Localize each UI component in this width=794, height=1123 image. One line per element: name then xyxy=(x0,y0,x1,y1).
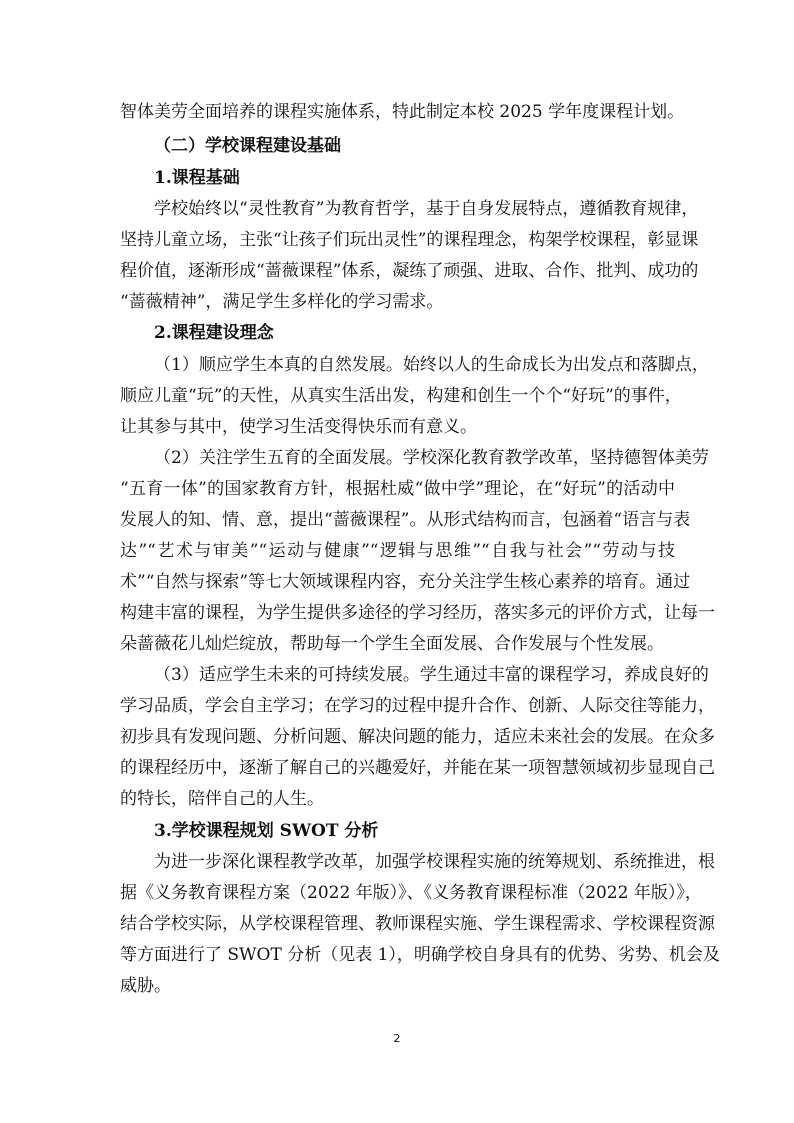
paragraph-line: 让其参与其中，使学习生活变得快乐而有意义。 xyxy=(120,417,477,437)
subsection-heading: 1.课程基础 xyxy=(154,168,240,188)
paragraph-line: 智体美劳全面培养的课程实施体系，特此制定本校 2025 学年度课程计划。 xyxy=(120,102,685,122)
paragraph-line: 构建丰富的课程，为学生提供多途径的学习经历，落实多元的评价方式，让每一 xyxy=(120,603,715,623)
paragraph-line: 朵蔷薇花儿灿烂绽放，帮助每一个学生全面发展、合作发展与个性发展。 xyxy=(120,634,664,654)
paragraph-line: “五育一体”的国家教育方针，根据杜威“做中学”理论，在“好玩”的活动中 xyxy=(120,479,675,499)
page-number: 2 xyxy=(393,1032,401,1045)
paragraph-line: 的特长，陪伴自己的人生。 xyxy=(120,789,324,809)
paragraph-line: “蔷薇精神”，满足学生多样化的学习需求。 xyxy=(120,292,444,312)
subsection-heading: 2.课程建设理念 xyxy=(154,323,274,343)
paragraph-line: 顺应儿童“玩”的天性，从真实生活出发，构建和创生一个个“好玩”的事件， xyxy=(120,386,682,406)
paragraph-line: 学校始终以“灵性教育”为教育哲学，基于自身发展特点，遵循教育规律， xyxy=(154,199,699,219)
subsection-heading: 3.学校课程规划 SWOT 分析 xyxy=(154,821,379,841)
paragraph-line: 结合学校实际，从学校课程管理、教师课程实施、学生课程需求、学校课程资源 xyxy=(120,914,715,934)
paragraph-line: 学习品质，学会自主学习；在学习的过程中提升合作、创新、人际交往等能力， xyxy=(120,696,715,716)
paragraph-line: 坚持儿童立场，主张“让孩子们玩出灵性”的课程理念，构架学校课程，彰显课 xyxy=(120,230,699,250)
paragraph-line: 为进一步深化课程教学改革，加强学校课程实施的统筹规划、系统推进，根 xyxy=(154,852,715,872)
paragraph-line: 的课程经历中，逐渐了解自己的兴趣爱好，并能在某一项智慧领域初步显现自己 xyxy=(120,758,715,778)
paragraph-line: 达”“艺术与审美”“运动与健康”“逻辑与思维”“自我与社会”“劳动与技 xyxy=(120,541,675,561)
paragraph-line: （1）顺应学生本真的自然发展。始终以人的生命成长为出发点和落脚点， xyxy=(154,355,709,375)
paragraph-line: 发展人的知、情、意，提出“蔷薇课程”。从形式结构而言，包涵着“语言与表 xyxy=(120,510,691,530)
paragraph-line: 据《义务教育课程方案（2022 年版）》、《义务教育课程标准（2022 年版）》， xyxy=(120,883,702,903)
paragraph-line: （2）关注学生五育的全面发展。学校深化教育教学改革，坚持德智体美劳 xyxy=(154,448,709,468)
section-heading: （二）学校课程建设基础 xyxy=(154,136,341,156)
paragraph-line: 威胁。 xyxy=(120,976,171,996)
paragraph-line: 术”“自然与探索”等七大领域课程内容，充分关注学生核心素养的培育。通过 xyxy=(120,572,691,592)
paragraph-line: 初步具有发现问题、分析问题、解决问题的能力，适应未来社会的发展。在众多 xyxy=(120,727,715,747)
paragraph-line: 等方面进行了 SWOT 分析（见表 1），明确学校自身具有的优势、劣势、机会及 xyxy=(120,945,720,965)
paragraph-line: 程价值，逐渐形成“蔷薇课程”体系，凝练了顽强、进取、合作、批判、成功的 xyxy=(120,261,699,281)
paragraph-line: （3）适应学生未来的可持续发展。学生通过丰富的课程学习，养成良好的 xyxy=(154,665,709,685)
